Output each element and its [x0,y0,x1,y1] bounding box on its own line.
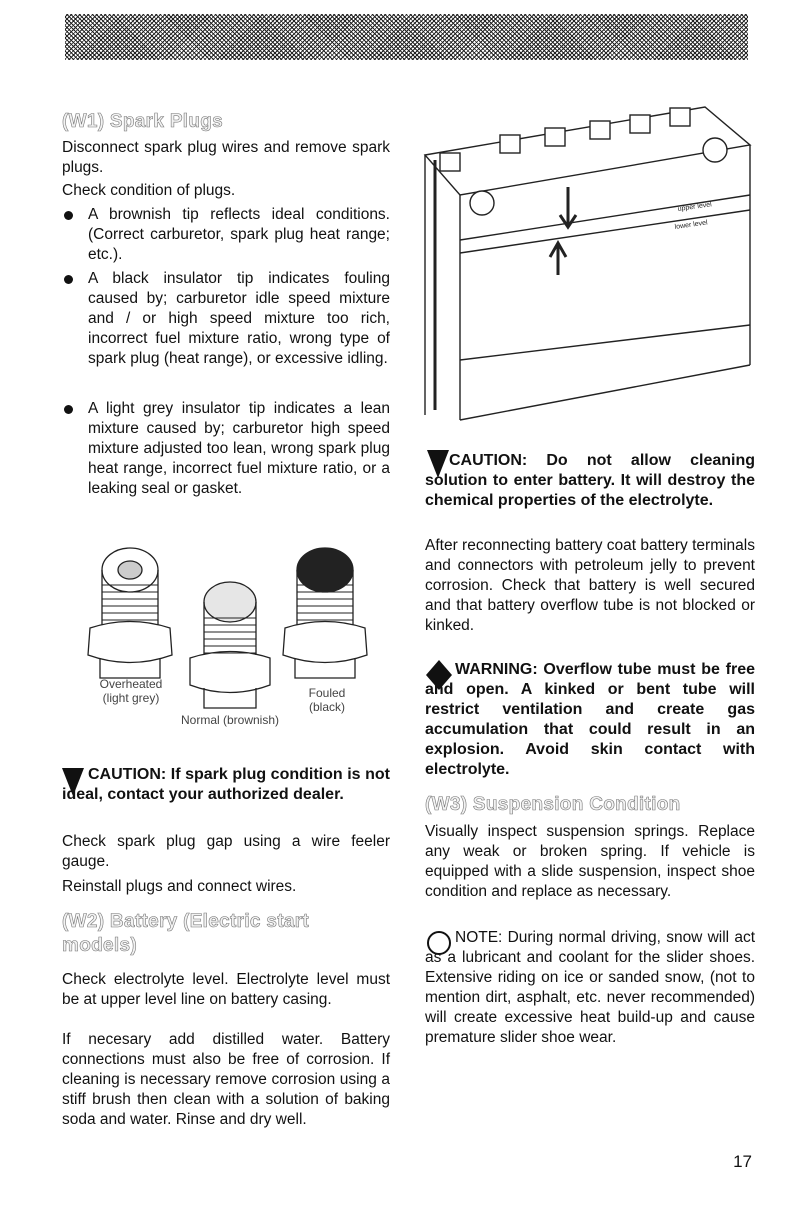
w1-intro: Disconnect spark plug wires and remove spark plugs. [62,139,390,176]
bullet-icon [64,211,73,220]
w1-bullet-1: A brownish tip reflects ideal conditions. (Correct carburetor, spark plug heat range; etc.). [88,206,390,263]
label-overheated: Overheated [99,677,163,691]
label-fouled: Fouled [308,686,346,700]
w2-caution: CAUTION: Do not allow cleaning solution to enter battery. It will destroy the chemical properties of the electrolyte. [425,452,755,509]
page-number: 17 [733,1152,752,1171]
w2-after: After reconnecting battery coat battery terminals and connectors with petroleum jelly to prevent corrosion. Check that battery is well secured and that battery overflow tube is not blocked or kinked. [425,537,755,634]
battery-upper-label: upper level [677,201,713,213]
label-overheated-sub: (light grey) [102,691,160,705]
label-normal: Normal (brownish) [180,713,280,727]
w2-warning: WARNING: Overflow tube must be free and open. A kinked or bent tube will restrict ventilation and create gas accumulation that could result in an explosion. Avoid skin contact with electrolyte. [425,661,755,778]
w3-note: NOTE: During normal driving, snow will act as a lubricant and coolant for the slider shoes. Extensive riding on ice or sanded snow, (not to mention dirt, asphalt, etc. never recommended) will create excessive heat build-up and cause premature slider shoe wear. [425,929,755,1046]
w2-heading-line2: models) [62,935,137,956]
w1-gap: Check spark plug gap using a wire feeler gauge. [62,833,390,870]
w1-heading: (W1) Spark Plugs [62,111,224,132]
bullet-icon [64,275,73,284]
w2-heading-line1: (W2) Battery (Electric start [62,911,310,932]
label-fouled-sub: (black) [308,700,345,714]
w2-p1: Check electrolyte level. Electrolyte level must be at upper level line on battery casing. [62,971,390,1008]
w2-p2: If necesary add distilled water. Battery connections must also be free of corrosion. If cleaning is necessary remove corrosion using a stiff brush then clean with a solution of baking soda and water. Rinse and dry well. [62,1031,390,1128]
battery-illustration [420,95,760,425]
w1-reinstall: Reinstall plugs and connect wires. [62,878,297,895]
w3-p1: Visually inspect suspension springs. Replace any weak or broken spring. If vehicle is equipped with a slide suspension, inspect shoe condition and replace as necessary. [425,823,755,900]
w1-caution: CAUTION: If spark plug condition is not ideal, contact your authorized dealer. [62,766,390,803]
w3-heading: (W3) Suspension Condition [425,794,681,815]
w1-bullet-3: A light grey insulator tip indicates a lean mixture caused by; carburetor high speed mixture adjusted too lean, wrong spark plug heat range, incorrect fuel mixture ratio, or a leaking seal or gasket. [88,400,390,497]
header-hatch-band [65,14,748,60]
w1-bullet-2: A black insulator tip indicates fouling caused by; carburetor idle speed mixture and / or high speed mixture too rich, incorrect fuel mixture ratio, wrong type of spark plug (heat range), or excessive idling. [88,270,390,367]
battery-lower-label: lower level [674,219,709,231]
w1-check: Check condition of plugs. [62,182,236,199]
bullet-icon [64,405,73,414]
